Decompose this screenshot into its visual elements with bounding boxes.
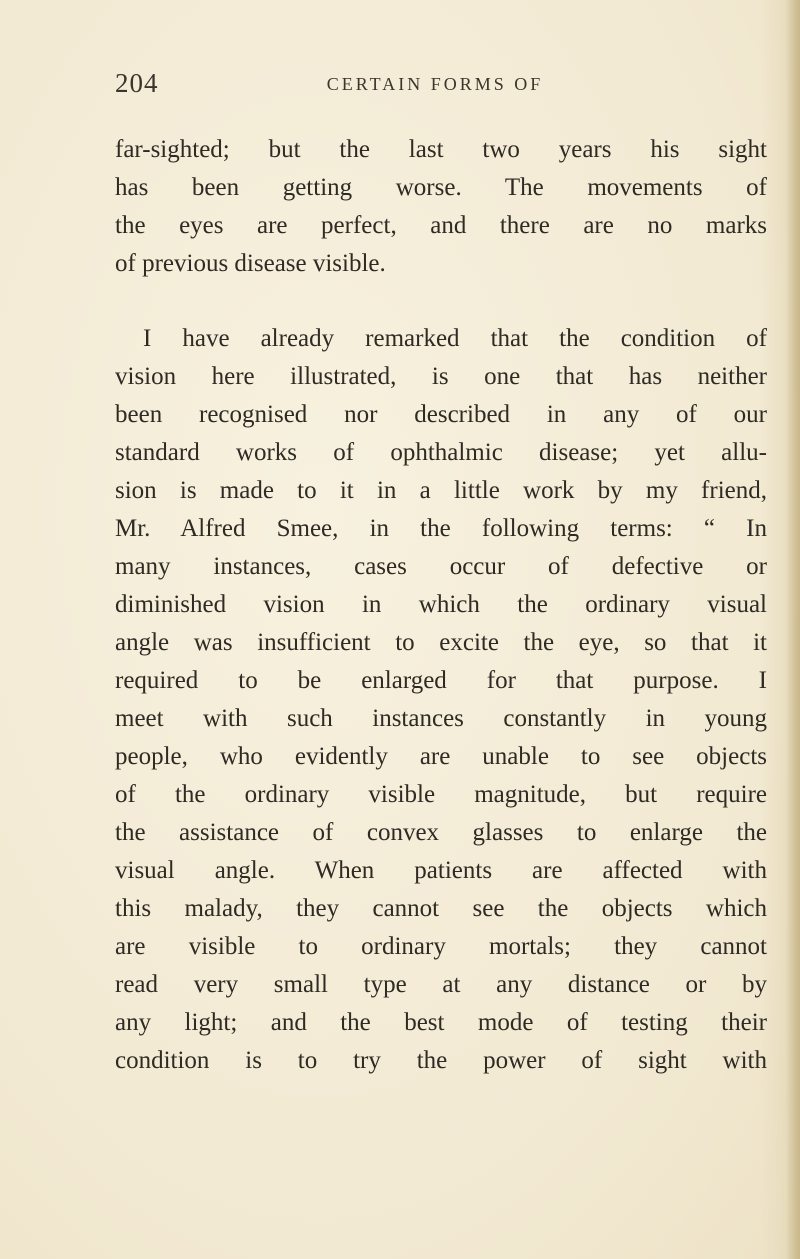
text-line: angle was insufficient to excite the eye, so that it [115, 629, 767, 656]
text-line: read very small type at any distance or by [115, 971, 767, 998]
text-line: vision here illustrated, is one that has neither [115, 363, 767, 390]
text-line: meet with such instances constantly in young [115, 705, 767, 732]
text-line: the eyes are perfect, and there are no marks [115, 212, 767, 239]
text-line: has been getting worse. The movements of [115, 174, 767, 201]
paragraph [115, 320, 767, 1080]
text-line: any light; and the best mode of testing their [115, 1009, 767, 1036]
paragraph [115, 131, 767, 283]
text-line: Mr. Alfred Smee, in the following terms: “ In [115, 515, 767, 542]
text-line: of the ordinary visible magnitude, but require [115, 781, 767, 808]
text-line: visual angle. When patients are affected with [115, 857, 767, 884]
text-line: many instances, cases occur of defective or [115, 553, 767, 580]
page-number: 204 [115, 68, 159, 98]
text-line: sion is made to it in a little work by my friend, [115, 477, 767, 504]
page-header [0, 68, 800, 108]
text-line: I have already remarked that the condition of [143, 325, 767, 352]
text-line: the assistance of convex glasses to enlarge the [115, 819, 767, 846]
text-line: this malady, they cannot see the objects which [115, 895, 767, 922]
text-line: are visible to ordinary mortals; they cannot [115, 933, 767, 960]
text-line: far-sighted; but the last two years his sight [115, 136, 767, 163]
text-line: diminished vision in which the ordinary visual [115, 591, 767, 618]
text-line: of previous disease visible. [115, 250, 386, 277]
page-edge-shadow [786, 0, 800, 1259]
running-head: CERTAIN FORMS OF [326, 74, 544, 94]
body-text [115, 131, 767, 1080]
text-line: people, who evidently are unable to see objects [115, 743, 767, 770]
text-line: condition is to try the power of sight with [115, 1047, 767, 1074]
text-line: standard works of ophthalmic disease; yet allu- [115, 439, 767, 466]
text-line: required to be enlarged for that purpose. I [115, 667, 767, 694]
text-line: been recognised nor described in any of our [115, 401, 767, 428]
